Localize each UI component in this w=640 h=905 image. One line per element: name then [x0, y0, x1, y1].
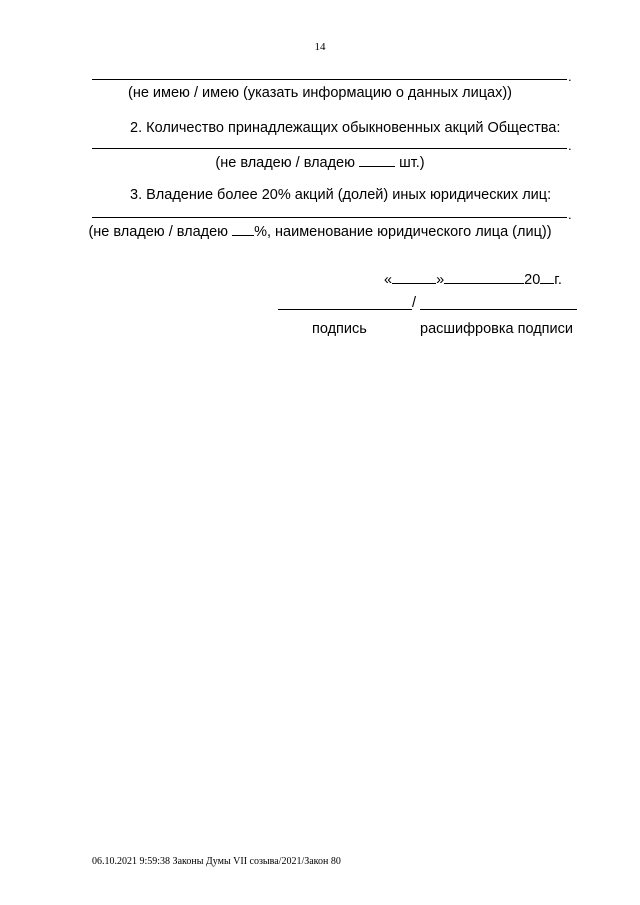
section3-caption-prefix: (не владею / владею — [88, 224, 229, 240]
year-suffix: г. — [554, 272, 562, 288]
month-blank — [444, 270, 524, 284]
decryption-line — [420, 309, 577, 310]
section1-caption: (не имею / имею (указать информацию о данных лицах)) — [128, 85, 512, 101]
line-period-1: . — [568, 69, 572, 84]
section3-caption — [0, 222, 640, 241]
day-blank — [392, 270, 436, 284]
date-close-quote: » — [436, 272, 445, 288]
signature-line — [278, 309, 412, 310]
signature-separator: / — [412, 295, 417, 311]
section2-caption-prefix: (не владею / владею — [215, 155, 355, 171]
date-open-quote: « — [384, 272, 393, 288]
share-count-blank — [359, 153, 395, 167]
page-number: 14 — [314, 41, 326, 53]
line-period-2: . — [568, 138, 572, 153]
percent-blank — [232, 222, 254, 236]
section3-heading: 3. Владение более 20% акций (долей) иных юридических лиц: — [130, 187, 552, 203]
section2-heading: 2. Количество принадлежащих обыкновенных акций Общества: — [130, 120, 561, 136]
document-footer: 06.10.2021 9:59:38 Законы Думы VII созыва/2021/Закон 80 — [92, 856, 341, 867]
answer-line-1 — [92, 79, 567, 80]
section3-caption-suffix: %, наименование юридического лица (лиц)) — [254, 224, 552, 240]
decryption-label: расшифровка подписи — [420, 321, 573, 337]
line-period-3: . — [568, 207, 572, 222]
signature-label: подпись — [312, 321, 367, 337]
date-line — [384, 270, 562, 289]
section2-caption — [0, 153, 640, 172]
section2-caption-suffix: шт.) — [399, 155, 425, 171]
answer-line-2 — [92, 148, 567, 149]
year-blank — [540, 270, 554, 284]
year-prefix: 20 — [524, 272, 541, 288]
answer-line-3 — [92, 217, 567, 218]
